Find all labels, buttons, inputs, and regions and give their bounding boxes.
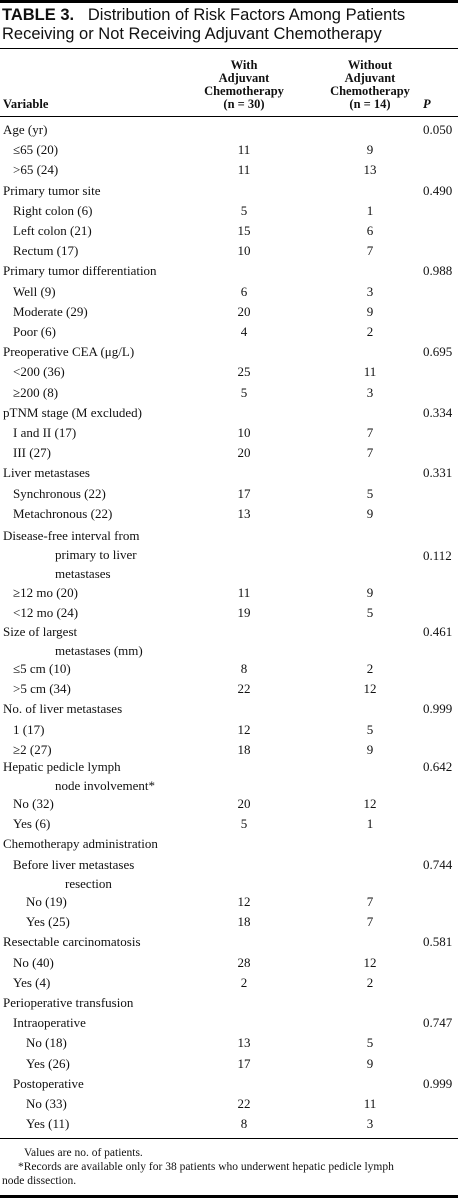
header-with-line3: Chemotherapy xyxy=(204,84,284,98)
row-label: No (32) xyxy=(13,796,54,811)
dfi-line2: primary to liver xyxy=(55,547,137,562)
table-row xyxy=(0,201,458,221)
cell-with-chemo: 5 xyxy=(240,202,248,218)
cell-without-chemo: 9 xyxy=(366,1055,374,1071)
cell-p-value: 0.581 xyxy=(423,934,453,950)
row-label: Primary tumor differentiation xyxy=(3,263,157,279)
table-row xyxy=(0,699,458,719)
cell-with-chemo: 19 xyxy=(237,605,251,621)
header-top-rule xyxy=(0,48,458,49)
table-row xyxy=(0,1074,458,1094)
before-p: 0.744 xyxy=(423,857,453,872)
row-label: I and II (17) xyxy=(13,425,77,440)
cell-with-chemo: 11 xyxy=(237,162,251,178)
table-row xyxy=(0,140,458,160)
cell-without-chemo: 5 xyxy=(366,1035,374,1051)
row-label: Metachronous (22) xyxy=(13,505,113,521)
cell-with-chemo: 4 xyxy=(240,324,248,339)
before-line2: resection xyxy=(65,876,112,891)
cell-without-chemo: 6 xyxy=(366,223,374,238)
header-with-line2: Adjuvant xyxy=(218,71,270,85)
row-label: No (19) xyxy=(26,894,67,909)
table-row xyxy=(0,1033,458,1053)
dfi-line3: metastases xyxy=(55,566,111,581)
row-label: ≥2 (27) xyxy=(13,741,52,757)
table-row xyxy=(0,383,458,403)
row-pedicle-label xyxy=(3,757,155,795)
cell-with-chemo: 17 xyxy=(237,1055,251,1071)
row-label: Primary tumor site xyxy=(3,182,101,198)
table-row xyxy=(0,679,458,699)
cell-with-chemo: 20 xyxy=(237,796,251,811)
table-row xyxy=(0,241,458,261)
cell-without-chemo: 2 xyxy=(366,974,374,990)
table-row xyxy=(0,322,458,342)
row-label: Moderate (29) xyxy=(13,303,88,319)
cell-without-chemo: 11 xyxy=(363,1096,377,1111)
row-label: Postoperative xyxy=(13,1075,84,1091)
cell-without-chemo: 7 xyxy=(366,894,374,909)
dfi-line1: Disease-free interval from xyxy=(3,528,140,543)
size-p: 0.461 xyxy=(423,624,453,639)
cell-without-chemo: 7 xyxy=(366,425,374,440)
table-row xyxy=(0,1013,458,1033)
header-without-line1: Without xyxy=(347,58,393,72)
footnote-records xyxy=(2,1160,454,1188)
cell-with-chemo: 17 xyxy=(237,485,251,501)
size-line1: Size of largest xyxy=(3,624,78,639)
cell-without-chemo: 9 xyxy=(366,142,374,158)
footnote-records-line1: *Records are available only for 38 patients who underwent hepatic pedicle lymph xyxy=(18,1161,394,1173)
header-with-line4: (n = 30) xyxy=(223,97,265,111)
row-label: ≥12 mo (20) xyxy=(13,585,78,600)
cell-with-chemo: 11 xyxy=(237,585,251,600)
footnote-records-line2: node dissection. xyxy=(2,1175,77,1187)
cell-without-chemo: 12 xyxy=(363,681,377,697)
row-label: ≥200 (8) xyxy=(13,384,59,400)
header-without-line3: Chemotherapy xyxy=(330,84,410,98)
table-row xyxy=(0,932,458,952)
pedicle-line2: node involvement* xyxy=(55,778,156,793)
header-with-chemo xyxy=(196,59,292,111)
row-label: Yes (25) xyxy=(26,914,70,930)
cell-with-chemo: 11 xyxy=(237,142,251,158)
cell-p-value: 0.050 xyxy=(423,122,453,137)
cell-with-chemo: 5 xyxy=(240,384,248,400)
cell-p-value: 0.988 xyxy=(423,263,453,279)
cell-without-chemo: 13 xyxy=(363,162,377,178)
table-number: TABLE 3. xyxy=(2,6,75,24)
size-line2: metastases (mm) xyxy=(55,643,143,658)
table-row xyxy=(0,423,458,443)
cell-p-value: 0.334 xyxy=(423,404,453,420)
table-row xyxy=(0,1094,458,1114)
header-without-line4: (n = 14) xyxy=(349,97,391,111)
table-row xyxy=(0,583,458,603)
row-size-label xyxy=(3,622,143,660)
cell-with-chemo: 18 xyxy=(237,914,251,930)
table-row xyxy=(0,892,458,912)
cell-p-value: 0.490 xyxy=(423,182,453,198)
cell-without-chemo: 1 xyxy=(366,816,374,832)
cell-without-chemo: 7 xyxy=(366,445,374,461)
row-label: III (27) xyxy=(13,445,51,461)
title-line-1: Distribution of Risk Factors Among Patients xyxy=(87,6,406,24)
table-row xyxy=(0,720,458,740)
row-label: Left colon (21) xyxy=(13,223,92,238)
cell-with-chemo: 10 xyxy=(237,243,251,259)
row-label: Well (9) xyxy=(13,283,56,299)
row-label: Intraoperative xyxy=(13,1015,86,1031)
row-label: ≤5 cm (10) xyxy=(13,661,71,676)
table-row xyxy=(0,181,458,201)
table-row xyxy=(0,1114,458,1134)
row-label: Age (yr) xyxy=(3,122,48,137)
header-p: P xyxy=(423,97,431,111)
cell-with-chemo: 8 xyxy=(240,1116,248,1132)
cell-p-value: 0.999 xyxy=(423,701,453,717)
row-before-label xyxy=(13,855,134,893)
footer-rule xyxy=(0,1138,458,1139)
row-label: Rectum (17) xyxy=(13,243,79,259)
cell-with-chemo: 13 xyxy=(237,1035,251,1051)
row-label: Chemotherapy administration xyxy=(3,836,158,852)
cell-without-chemo: 9 xyxy=(366,505,374,521)
cell-with-chemo: 13 xyxy=(237,505,251,521)
top-rule xyxy=(0,0,458,3)
cell-p-value: 0.999 xyxy=(423,1075,453,1091)
cell-with-chemo: 22 xyxy=(237,1096,251,1111)
row-label: pTNM stage (M excluded) xyxy=(3,404,142,420)
cell-without-chemo: 12 xyxy=(363,796,377,811)
table-row xyxy=(0,993,458,1013)
cell-without-chemo: 11 xyxy=(363,364,377,380)
row-label: Preoperative CEA (μg/L) xyxy=(3,344,135,360)
table-row xyxy=(0,221,458,241)
header-without-line2: Adjuvant xyxy=(344,71,396,85)
row-label: ≤65 (20) xyxy=(13,142,59,158)
table-row xyxy=(0,603,458,623)
dfi-p: 0.112 xyxy=(423,548,452,563)
cell-without-chemo: 3 xyxy=(366,384,374,400)
cell-with-chemo: 20 xyxy=(237,445,251,461)
table-row xyxy=(0,814,458,834)
cell-without-chemo: 9 xyxy=(366,741,374,757)
table-row xyxy=(0,463,458,483)
cell-with-chemo: 8 xyxy=(240,661,248,676)
table-row xyxy=(0,120,458,140)
table-title xyxy=(2,6,456,44)
cell-without-chemo: 5 xyxy=(366,721,374,737)
header-bottom-rule xyxy=(0,116,458,117)
header-with-line1: With xyxy=(230,58,258,72)
pedicle-line1: Hepatic pedicle lymph xyxy=(3,759,121,774)
row-label: <200 (36) xyxy=(13,364,65,380)
cell-with-chemo: 12 xyxy=(237,721,251,737)
cell-without-chemo: 2 xyxy=(366,661,374,676)
table-row xyxy=(0,282,458,302)
title-line-2: Receiving or Not Receiving Adjuvant Chemotherapy xyxy=(2,25,382,43)
cell-without-chemo: 2 xyxy=(366,324,374,339)
cell-without-chemo: 5 xyxy=(366,605,374,621)
table-row xyxy=(0,659,458,679)
cell-without-chemo: 7 xyxy=(366,243,374,259)
footnote-values: Values are no. of patients. xyxy=(24,1147,143,1159)
cell-with-chemo: 28 xyxy=(237,954,251,970)
before-line1: Before liver metastases xyxy=(13,857,135,872)
row-label: No (40) xyxy=(13,954,54,970)
row-label: Yes (26) xyxy=(26,1055,70,1071)
table-row xyxy=(0,403,458,423)
cell-with-chemo: 25 xyxy=(237,364,251,380)
table-row xyxy=(0,362,458,382)
table-row xyxy=(0,973,458,993)
row-label: Perioperative transfusion xyxy=(3,995,134,1010)
row-label: <12 mo (24) xyxy=(13,605,79,621)
row-label: Synchronous (22) xyxy=(13,485,106,501)
table-row xyxy=(0,443,458,463)
cell-with-chemo: 12 xyxy=(237,894,251,909)
row-label: 1 (17) xyxy=(13,721,45,737)
cell-without-chemo: 5 xyxy=(366,485,374,501)
row-label: No (33) xyxy=(26,1096,67,1111)
header-variable: Variable xyxy=(3,97,49,111)
table-row xyxy=(0,342,458,362)
row-label: No. of liver metastases xyxy=(3,701,123,717)
cell-with-chemo: 20 xyxy=(237,303,251,319)
row-label: Right colon (6) xyxy=(13,202,93,218)
cell-without-chemo: 9 xyxy=(366,585,374,600)
table-row xyxy=(0,794,458,814)
table-row xyxy=(0,261,458,281)
row-label: No (18) xyxy=(26,1035,67,1051)
cell-with-chemo: 6 xyxy=(240,283,248,299)
row-label: Yes (6) xyxy=(13,816,51,832)
cell-with-chemo: 18 xyxy=(237,741,251,757)
table-row xyxy=(0,504,458,524)
header-without-chemo xyxy=(322,59,418,111)
table-row xyxy=(0,912,458,932)
row-label: Yes (4) xyxy=(13,974,51,990)
table-row xyxy=(0,953,458,973)
cell-without-chemo: 3 xyxy=(366,283,374,299)
pedicle-p: 0.642 xyxy=(423,759,453,774)
row-label: Resectable carcinomatosis xyxy=(3,934,141,950)
cell-with-chemo: 2 xyxy=(240,974,248,990)
table-row xyxy=(0,302,458,322)
cell-without-chemo: 3 xyxy=(366,1116,374,1132)
row-label: Yes (11) xyxy=(26,1116,70,1132)
cell-p-value: 0.331 xyxy=(423,465,453,481)
table-row xyxy=(0,834,458,854)
cell-with-chemo: 5 xyxy=(240,816,248,832)
row-label: Liver metastases xyxy=(3,465,90,481)
cell-p-value: 0.695 xyxy=(423,344,453,360)
bottom-rule xyxy=(0,1195,458,1198)
row-label: Poor (6) xyxy=(13,324,56,339)
cell-without-chemo: 7 xyxy=(366,914,374,930)
cell-p-value: 0.747 xyxy=(423,1015,453,1031)
cell-without-chemo: 12 xyxy=(363,954,377,970)
table-row xyxy=(0,160,458,180)
cell-with-chemo: 10 xyxy=(237,425,251,440)
cell-without-chemo: 9 xyxy=(366,303,374,319)
row-dfi-label xyxy=(3,526,139,583)
cell-with-chemo: 22 xyxy=(237,681,251,697)
row-label: >65 (24) xyxy=(13,162,59,178)
cell-with-chemo: 15 xyxy=(237,223,251,238)
row-label: >5 cm (34) xyxy=(13,681,71,697)
table-row xyxy=(0,484,458,504)
cell-without-chemo: 1 xyxy=(366,202,374,218)
table-row xyxy=(0,1054,458,1074)
